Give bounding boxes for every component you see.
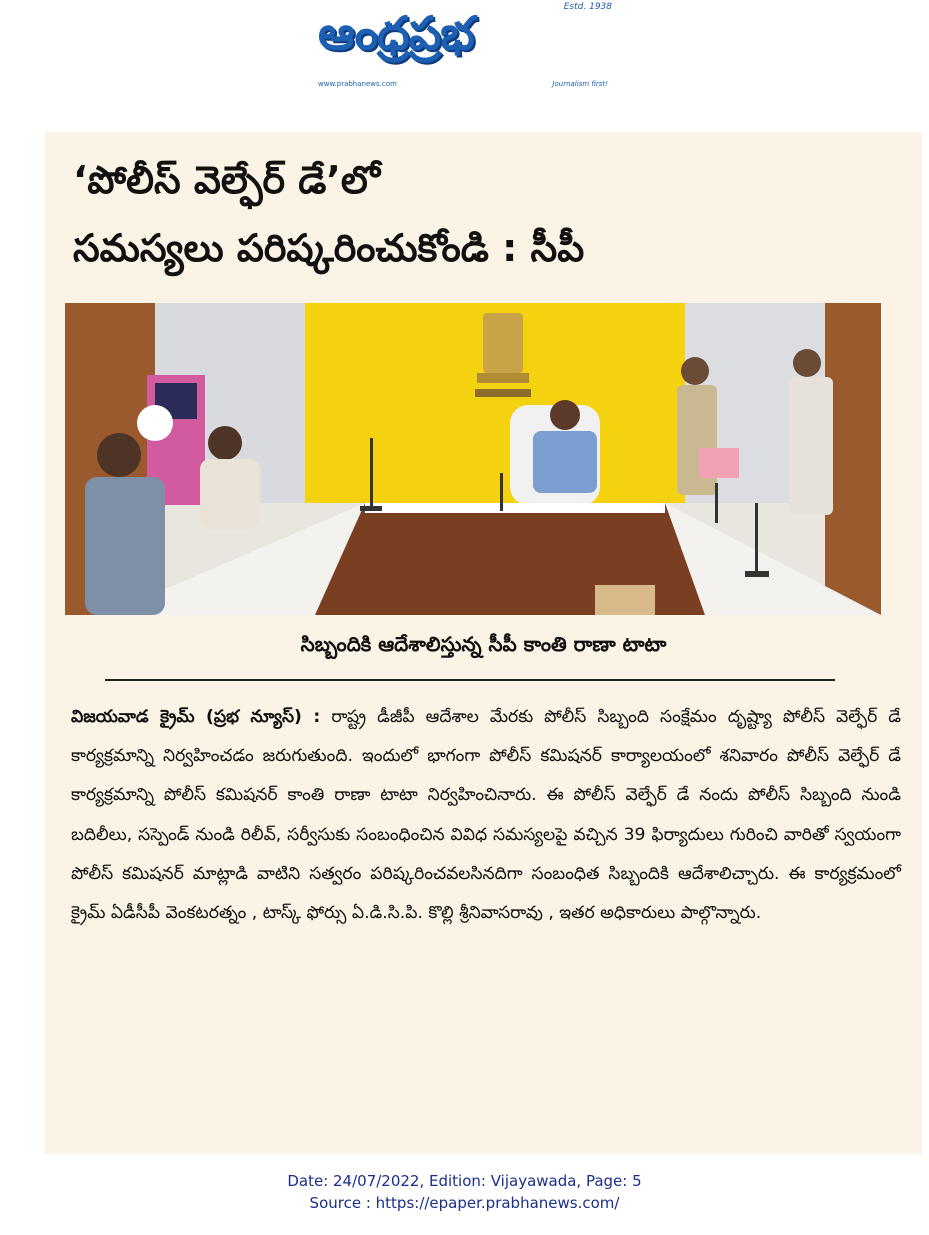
headline-line-2: సమస్యలు పరిష్కరించుకోండి : సీపీ [73, 226, 585, 270]
site-url: www.prabhanews.com [318, 80, 397, 88]
dateline: విజయవాడ క్రైమ్ (ప్రభ న్యూస్) : [71, 707, 321, 727]
edition-info: Date: 24/07/2022, Edition: Vijayawada, Page: 5 [287, 1172, 642, 1190]
source-link: Source : https://epaper.prabhanews.com/ [309, 1194, 620, 1212]
photo-caption: సిబ్బందికి ఆదేశాలిస్తున్న సీపీ కాంతి రాణా టాటా [300, 632, 667, 656]
masthead [300, 2, 630, 94]
article-body-text: రాష్ట్ర డీజీపీ ఆదేశాల మేరకు పోలీస్ సిబ్బంది సంక్షేమం దృష్ట్యా పోలీస్ వెల్ఫేర్ డే కార్యక్రమాన్ని నిర్వహించడం జరుగుతుంది. ఇందులో భాగంగా పోలీస్ కమిషనర్ కార్యాలయంలో శనివారం పోలీస్ వెల్ఫేర్ డే కార్యక్రమాన్ని పోలీస్ కమిషనర్ కాంతి రాణా టాటా నిర్వహించినారు. ఈ పోలీస్ వెల్ఫేర్ డే నందు పోలీస్ సిబ్బంది నుండి బదిలీలు, సస్పెండ్ నుండి రిలీవ్, సర్వీసుకు సంబంధించిన వివిధ సమస్యలపై వచ్చిన 39 ఫిర్యాదులు గురించి వారితో స్వయంగా పోలీస్ కమిషనర్ మాట్లాడి వాటిని సత్వరం పరిష్కరించవలసినదిగా సంబంధిత సిబ్బందికి ఆదేశాలిచ్చారు. ఈ కార్యక్రమంలో క్రైమ్ ఏడీసీపీ వెంకటరత్నం , టాస్క్ ఫోర్సు ఏ.డి.సి.పి. కొల్లి శ్రీనివాసరావు , ఇతర అధికారులు పాల్గొన్నారు. [71, 707, 901, 924]
article-photo [65, 303, 881, 615]
page-footer [0, 1170, 929, 1214]
headline [73, 146, 913, 282]
caption-divider [105, 679, 835, 681]
newspaper-logo: ఆంధ్రప్రభ [318, 6, 474, 60]
motto: Journalism first! [552, 80, 608, 88]
article-panel [45, 132, 922, 1154]
established-year: Estd. 1938 [563, 2, 612, 12]
article-body [71, 698, 901, 933]
headline-line-1: ‘పోలీస్ వెల్ఫేర్ డే’లో [73, 158, 380, 202]
